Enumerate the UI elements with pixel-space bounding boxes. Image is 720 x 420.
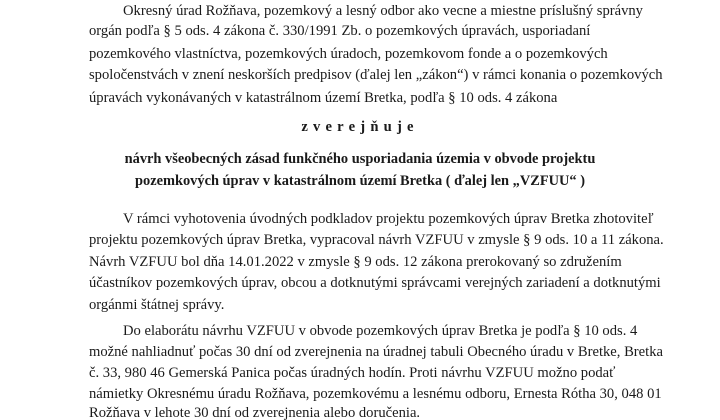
paragraph1-line-1: V rámci vyhotovenia úvodných podkladov projektu pozemkových úprav Bretka zhotoviteľ <box>123 211 654 227</box>
paragraph2-line-5: Rožňava v lehote 30 dní od zverejnenia alebo doručenia. <box>89 405 421 420</box>
subject-line-1: návrh všeobecných zásad funkčného usporiadania územia v obvode projektu <box>124 151 596 167</box>
paragraph2-line-3: č. 33, 980 46 Gemerská Panica počas úradných hodín. Proti návrhu VZFUU možno podať <box>89 365 616 381</box>
paragraph1-line-2: projektu pozemkových úprav Bretka, vypracoval návrh VZFUU v zmysle § 9 ods. 10 a 11 zákona. <box>89 232 664 248</box>
intro-line-4: spoločenstvách v znení neskorších predpisov (ďalej len „zákon“) v rámci konania o pozemkových <box>89 67 663 83</box>
paragraph2-line-4: námietky Okresnému úradu Rožňava, pozemkovému a lesnému odboru, Ernesta Rótha 30, 048 01 <box>89 386 662 402</box>
intro-line-1: Okresný úrad Rožňava, pozemkový a lesný odbor ako vecne a miestne príslušný správny <box>123 3 643 19</box>
intro-line-3: pozemkového vlastníctva, pozemkových úradoch, pozemkovom fonde a o pozemkových <box>89 46 608 62</box>
subject-line-2: pozemkových úprav v katastrálnom území Bretka ( ďalej len „VZFUU“ ) <box>135 173 585 189</box>
declaration-heading: zverejňuje <box>301 119 419 135</box>
intro-line-5: úpravách vykonávaných v katastrálnom území Bretka, podľa § 10 ods. 4 zákona <box>89 90 558 106</box>
paragraph1-line-3: Návrh VZFUU bol dňa 14.01.2022 v zmysle § 9 ods. 12 zákona prerokovaný so združením <box>89 254 622 270</box>
paragraph2-line-2: možné nahliadnuť počas 30 dní od zverejnenia na úradnej tabuli Obecného úradu v Bretke, Bretka <box>89 344 663 360</box>
paragraph2-line-1: Do elaborátu návrhu VZFUU v obvode pozemkových úprav Bretka je podľa § 10 ods. 4 <box>123 323 638 339</box>
paragraph1-line-5: orgánmi štátnej správy. <box>89 297 225 313</box>
paragraph1-line-4: účastníkov pozemkových úprav, obcou a dotknutými správcami verejných zariadení a dotknutými <box>89 275 661 291</box>
intro-line-2: orgán podľa § 5 ods. 4 zákona č. 330/1991 Zb. o pozemkových úpravách, usporiadaní <box>89 23 591 39</box>
